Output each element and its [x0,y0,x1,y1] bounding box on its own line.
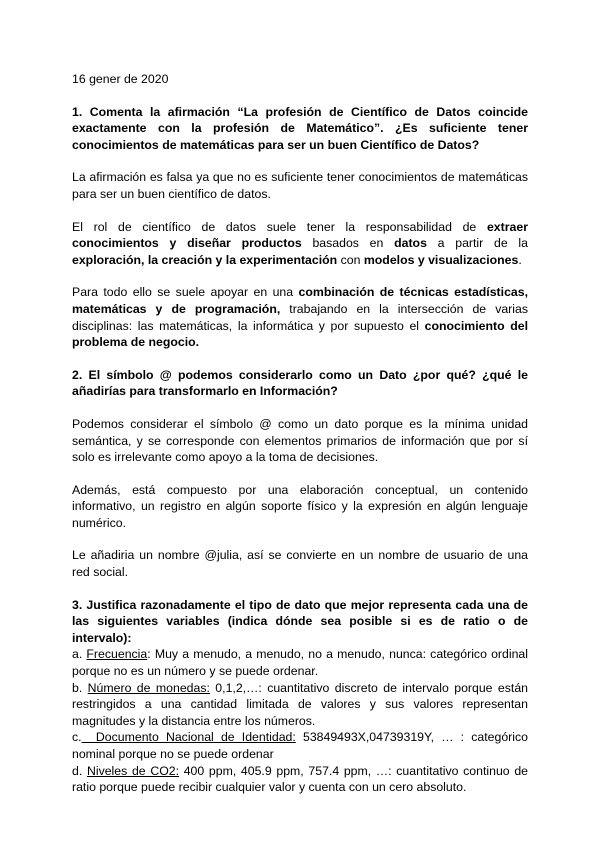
answer-3-item-a: a. Frecuencia: Muy a menudo, a menudo, no a menudo, nunca: categórico ordinal porque no es un número y se puede ordenar. [72,647,528,679]
answer-3-item-b: b. Número de monedas: 0,1,2,…: cuantitativo discreto de intervalo porque están restringidos a una cantidad limitada de valores y sus valores representan magnitudes y la distancia entre los números. [72,680,529,728]
answer-1-paragraph-3: Para todo ello se suele apoyar en una combinación de técnicas estadísticas, matemáticas y de programación, trabajando en la intersección de varias disciplinas: las matemáticas, la informática y por supuesto el conocimiento del problema de negocio. [72,285,529,350]
answer-3-item-c: c. Documento Nacional de Identidad: 53849493X,04739319Y, … : categórico nominal porque no se puede ordenar [72,730,532,761]
question-1: 1. Comenta la afirmación “La profesión de Científico de Datos coincide exactamente con la profesión de Matemático”. ¿Es suficiente tener conocimientos de matemáticas para ser un buen Científico de Datos? [72,104,528,152]
question-3: 3. Justifica razonadamente el tipo de dato que mejor representa cada una de las siguientes variables (indica dónde sea posible si es de ratio o de intervalo): [72,597,528,645]
answer-2-paragraph-1: Podemos considerar el símbolo @ como un dato porque es la mínima unidad semántica, y se corresponde con elementos primarios de información que por sí solo es irrelevante como apoyo a la toma de decisiones. [72,416,528,465]
answer-2-paragraph-2: Además, está compuesto por una elaboración conceptual, un contenido informativo, un registro en algún soporte físico y la expresión en algún lenguaje numérico. [72,482,528,530]
answer-1-paragraph-2: El rol de científico de datos suele tener la responsabilidad de extraer conocimientos y diseñar productos basados en datos a partir de la exploración, la creación y la experimentación con modelos y visualizaciones. [72,219,528,267]
answer-3-item-d: d. Niveles de CO2: 400 ppm, 405.9 ppm, 757.4 ppm, …: cuantitativo continuo de ratio porque puede recibir cualquier valor y cuenta con un cero absoluto. [72,763,528,795]
document-date: 16 gener de 2020 [72,72,169,86]
question-2: 2. El símbolo @ podemos considerarlo como un Dato ¿por qué? ¿qué le añadirías para transformarlo en Información? [72,367,528,399]
answer-1-paragraph-1: La afirmación es falsa ya que no es suficiente tener conocimientos de matemáticas para ser un buen científico de datos. [72,170,528,201]
answer-2-paragraph-3: Le añadiria un nombre @julia, así se convierte en un nombre de usuario de una red social. [72,548,528,580]
